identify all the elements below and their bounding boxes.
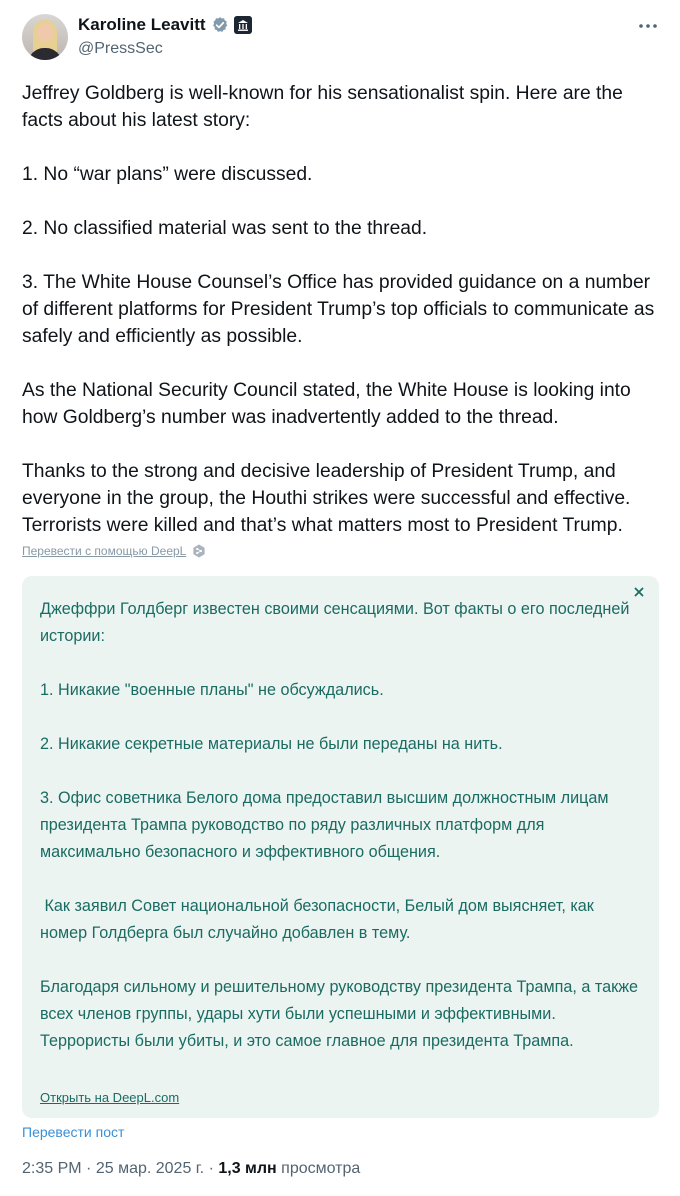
- author-display-name[interactable]: Karoline Leavitt: [78, 15, 206, 34]
- tweet-time[interactable]: 2:35 PM: [22, 1160, 82, 1177]
- tweet-paragraph: Thanks to the strong and decisive leadership of President Trump, and everyone in the group, the Houthi strikes were successful and effective. Terrorists were killed and that’s what matters most to President Trump.: [22, 461, 631, 536]
- translation-panel: [22, 576, 659, 1118]
- avatar-face: [37, 24, 53, 42]
- tweet-paragraph: Jeffrey Goldberg is well-known for his sensationalist spin. Here are the facts about his latest story:: [22, 83, 623, 131]
- open-on-deepl-link[interactable]: Открыть на DeepL.com: [40, 1090, 180, 1105]
- views-count: 1,3 млн: [218, 1160, 277, 1177]
- translation-paragraph: Как заявил Совет национальной безопасности, Белый дом выясняет, как номер Голдберга был случайно добавлен в тему.: [40, 897, 599, 942]
- translation-text: [40, 596, 640, 1055]
- deepl-translate-link[interactable]: Перевести с помощью DeepL: [22, 544, 187, 558]
- meta-separator: ·: [86, 1160, 96, 1177]
- tweet-paragraph: 2. No classified material was sent to the thread.: [22, 218, 428, 239]
- views-label: просмотра: [281, 1160, 361, 1177]
- avatar[interactable]: [22, 14, 68, 60]
- translation-paragraph: Джеффри Голдберг известен своими сенсациями. Вот факты о его последней истории:: [40, 600, 630, 645]
- tweet-meta: [22, 1160, 360, 1178]
- more-options-icon[interactable]: [636, 14, 660, 38]
- translation-paragraph: 2. Никакие секретные материалы не были переданы на нить.: [40, 735, 503, 753]
- tweet-text: [22, 80, 662, 539]
- tweet-date[interactable]: 25 мар. 2025 г.: [95, 1160, 205, 1177]
- meta-separator: ·: [208, 1160, 219, 1177]
- tweet-paragraph: 1. No “war plans” were discussed.: [22, 164, 313, 185]
- deepl-translate-row: [22, 544, 206, 558]
- deepl-logo-icon: [192, 544, 206, 558]
- government-badge-icon: [234, 16, 252, 34]
- author-handle[interactable]: @PressSec: [78, 40, 163, 57]
- tweet-paragraph: 3. The White House Counsel’s Office has provided guidance on a number of different platforms for President Trump’s top officials to communicate as safely and efficiently as possible.: [22, 272, 655, 347]
- translation-paragraph: 3. Офис советника Белого дома предоставил высшим должностным лицам президента Трампа руководство по ряду различных платформ для максимально безопасного и эффективного общения.: [40, 789, 609, 861]
- translation-paragraph: Благодаря сильному и решительному руководству президента Трампа, а также всех членов группы, удары хути были успешными и эффективными. Террористы были убиты, и это самое главное для президента Трампа.: [40, 978, 639, 1050]
- verified-badge-icon: [211, 16, 229, 34]
- translate-post-link[interactable]: Перевести пост: [22, 1124, 125, 1140]
- tweet-paragraph: As the National Security Council stated, the White House is looking into how Goldberg’s number was inadvertently added to the thread.: [22, 380, 631, 428]
- translation-paragraph: 1. Никакие "военные планы" не обсуждались.: [40, 681, 384, 699]
- author-name-row: [78, 15, 252, 35]
